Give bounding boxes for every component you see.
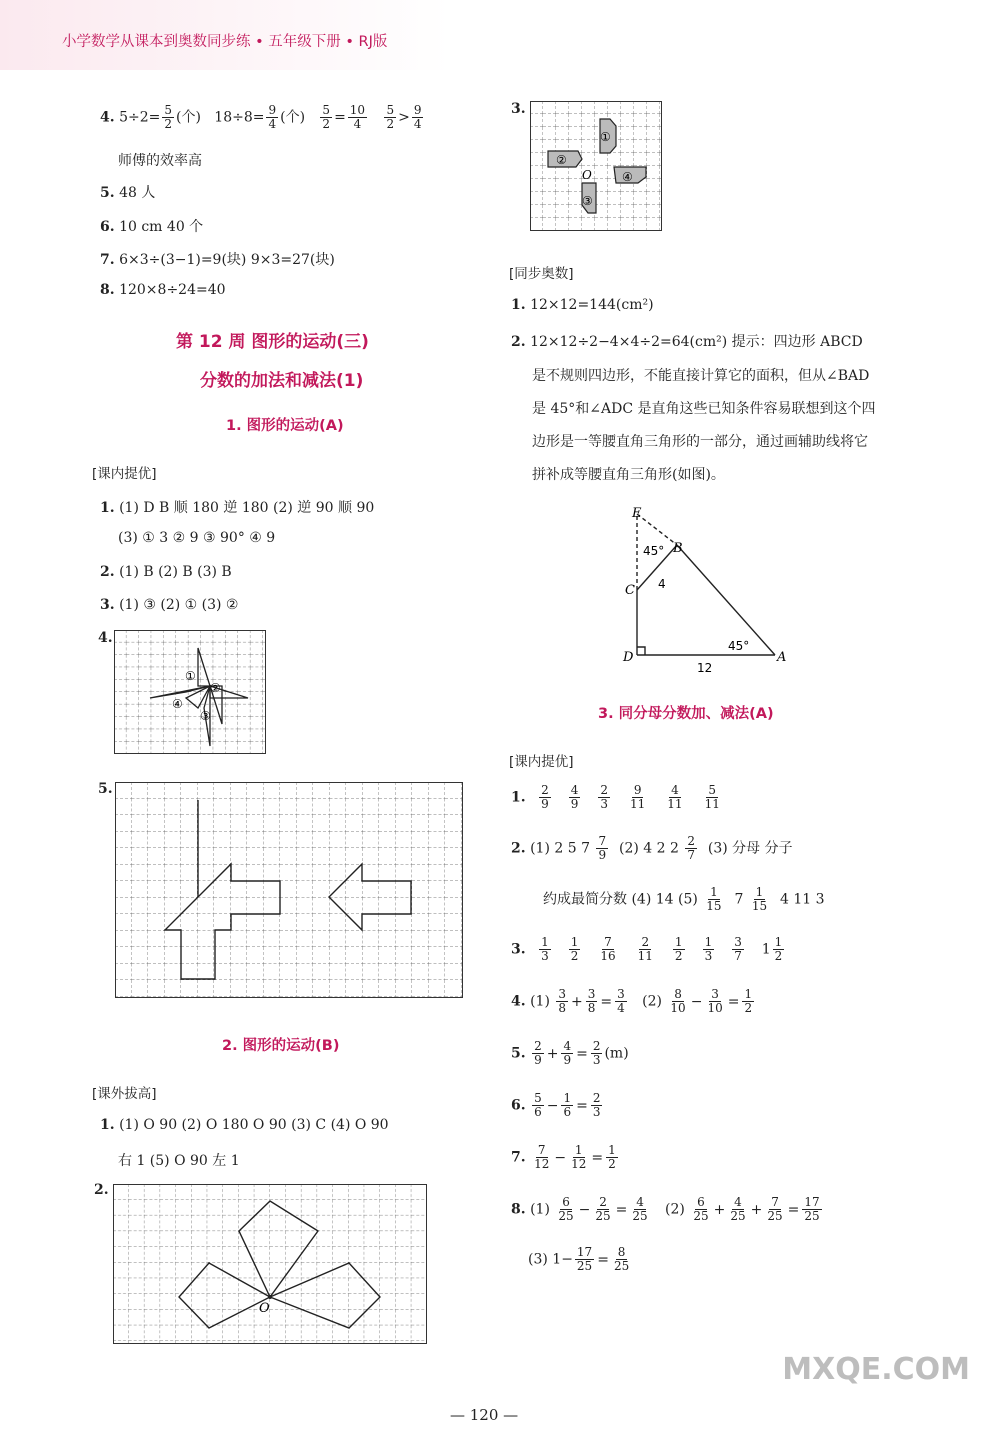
b2-number: 2. xyxy=(511,840,526,857)
b3-fractions xyxy=(530,935,753,963)
operator: = xyxy=(600,993,613,1010)
svg-text:④: ④ xyxy=(622,170,633,184)
svg-text:②: ② xyxy=(210,681,221,695)
fraction: $\frac{6}{25}$ xyxy=(558,1195,574,1223)
svg-text:45°: 45° xyxy=(643,544,665,558)
b2-l2c: 4 11 3 xyxy=(780,891,825,908)
pinwheel-figure xyxy=(114,630,266,754)
b8-eq1 xyxy=(554,1195,651,1223)
b4-line xyxy=(511,988,756,1015)
q6-line xyxy=(100,216,203,236)
fraction: $\frac{3}{7}$ xyxy=(734,935,742,963)
b5-eq xyxy=(530,1039,604,1067)
b4-part1: (1) xyxy=(530,993,550,1010)
r-q3-number: 3. xyxy=(511,101,526,117)
section-1-title: 1. 图形的运动(A) xyxy=(226,418,344,434)
fraction: $\frac{2}{11}$ xyxy=(637,935,653,963)
fraction: $\frac{9}{4}$ xyxy=(268,103,277,131)
b2-l2a: 约成最简分数 (4) 14 (5) xyxy=(543,891,698,908)
fraction: $\frac{7}{16}$ xyxy=(600,935,616,963)
triangle-figure xyxy=(615,500,805,684)
s1q2-text: (1) B (2) B (3) B xyxy=(119,564,232,580)
grid-figure-5 xyxy=(115,782,463,998)
b8-part3: (3) 1− xyxy=(528,1251,573,1268)
fraction: $\frac{1}{3}$ xyxy=(541,935,549,963)
b2-a: (1) 2 5 7 xyxy=(530,840,590,857)
s1q3-line xyxy=(100,597,238,613)
grid-figure-b2 xyxy=(113,1184,427,1344)
b8-line3 xyxy=(528,1246,633,1273)
tag-3: [同步奥数] xyxy=(509,266,574,282)
fraction: $\frac{1}{6}$ xyxy=(563,1091,572,1119)
svg-text:①: ① xyxy=(600,130,611,144)
operator: − xyxy=(690,993,703,1010)
q6-number: 6. xyxy=(100,219,115,235)
a2-line4: 边形是一等腰直角三角形的一部分，通过画辅助线将它 xyxy=(532,434,868,450)
b6-line xyxy=(511,1092,604,1119)
q6-text: 10 cm 40 个 xyxy=(119,219,204,235)
fraction: $\frac{1}{3}$ xyxy=(704,935,713,963)
page-number: — 120 — xyxy=(450,1406,519,1424)
svg-text:O: O xyxy=(259,1301,270,1316)
svg-text:O: O xyxy=(582,168,592,182)
tag-1: [课内提优] xyxy=(92,466,157,482)
mixed-whole: 1 xyxy=(761,941,771,958)
week-title: 第 12 周 图形的运动(三) xyxy=(176,332,369,352)
fraction: $\frac{1}{2}$ xyxy=(674,935,683,963)
tag-2: [课外拔高] xyxy=(92,1086,157,1102)
watermark: MXQE.COM xyxy=(782,1352,970,1387)
q8-number: 8. xyxy=(100,282,115,298)
svg-text:③: ③ xyxy=(582,194,593,208)
s1q1-line2: (3) ① 3 ② 9 ③ 90° ④ 9 xyxy=(118,530,276,546)
fraction: $\frac{9}{11}$ xyxy=(630,783,646,811)
b1-line xyxy=(511,784,731,811)
operator: = xyxy=(727,993,740,1010)
s1q3-text: (1) ③ (2) ① (3) ② xyxy=(119,597,239,613)
s1q5-number: 5. xyxy=(98,781,113,797)
a2-line3: 是 45°和∠ADC 是直角这些已知条件容易联想到这个四 xyxy=(532,401,876,417)
fraction: $\frac{1}{2}$ xyxy=(774,935,783,963)
b8-eq2 xyxy=(689,1195,823,1223)
q4-line xyxy=(100,104,425,131)
operator: − xyxy=(546,1097,559,1114)
op: = xyxy=(334,109,346,126)
svg-text:4: 4 xyxy=(658,577,666,591)
grid-figure-4 xyxy=(114,630,266,754)
fraction: $\frac{17}{25}$ xyxy=(804,1195,820,1223)
b4-eq1 xyxy=(554,987,628,1015)
b3-number: 3. xyxy=(511,941,526,958)
a2-text1: 12×12÷2−4×4÷2=64(cm²) 提示：四边形 ABCD xyxy=(530,334,863,350)
q7-text: 6×3÷(3−1)=9(块) 9×3=27(块) xyxy=(119,252,335,268)
svg-text:①: ① xyxy=(185,669,196,683)
q4-a: 5÷2= xyxy=(119,109,161,126)
q8-line xyxy=(100,282,226,298)
fraction: $\frac{3}{8}$ xyxy=(587,987,596,1015)
fraction: $\frac{4}{9}$ xyxy=(570,783,579,811)
fraction: $\frac{2}{3}$ xyxy=(592,1039,601,1067)
operator: + xyxy=(750,1201,763,1218)
s1q2-line xyxy=(100,564,232,580)
fraction: $\frac{5}{2}$ xyxy=(386,103,395,131)
fraction: $\frac{1}{12}$ xyxy=(571,1143,587,1171)
s1q2-number: 2. xyxy=(100,564,115,580)
operator: = xyxy=(615,1201,628,1218)
fraction: $\frac{1}{2}$ xyxy=(570,935,579,963)
q7-number: 7. xyxy=(100,252,115,268)
s1q1-text1: (1) D B 顺 180 逆 180 (2) 逆 90 顺 90 xyxy=(119,500,375,516)
b1-fractions xyxy=(530,783,731,811)
fraction: $\frac{5}{2}$ xyxy=(164,103,172,131)
fraction: $\frac{2}{9}$ xyxy=(534,1039,542,1067)
fraction: $\frac{2}{25}$ xyxy=(595,1195,611,1223)
b2-line2 xyxy=(543,886,825,913)
svg-text:②: ② xyxy=(556,153,567,167)
b4-part2: (2) xyxy=(642,993,662,1010)
svg-text:B: B xyxy=(673,541,683,556)
b6-number: 6. xyxy=(511,1097,526,1114)
rotation-figure xyxy=(530,101,662,231)
b4-eq2 xyxy=(666,987,756,1015)
fraction: $\frac{10}{4}$ xyxy=(349,103,366,131)
b2-l2b: 7 xyxy=(734,891,744,908)
fraction: $\frac{8}{10}$ xyxy=(670,987,686,1015)
s2q1-line1 xyxy=(100,1117,389,1133)
fraction: $\frac{9}{4}$ xyxy=(413,103,422,131)
q5-line xyxy=(100,182,155,202)
svg-text:C: C xyxy=(625,583,635,598)
operator: + xyxy=(571,993,583,1010)
grid-figure-r3 xyxy=(530,101,662,231)
fraction: $\frac{1}{2}$ xyxy=(608,1143,616,1171)
a1-number: 1. xyxy=(511,297,526,313)
fraction: $\frac{1}{15}$ xyxy=(706,885,722,913)
kite-figure xyxy=(113,1184,427,1344)
fraction: $\frac{6}{25}$ xyxy=(693,1195,709,1223)
b8-line xyxy=(511,1196,824,1223)
b2-b: (2) 4 2 2 xyxy=(618,840,679,857)
fraction: $\frac{2}{3}$ xyxy=(600,783,608,811)
b3-line xyxy=(511,936,786,963)
fraction: $\frac{7}{12}$ xyxy=(534,1143,550,1171)
operator: + xyxy=(546,1045,559,1062)
header-title: 小学数学从课本到奥数同步练 • 五年级下册 • RJ版 xyxy=(62,34,388,50)
operator: = xyxy=(787,1201,800,1218)
svg-text:④: ④ xyxy=(172,697,183,711)
fraction: $\frac{4}{25}$ xyxy=(730,1195,746,1223)
q5-text: 48 人 xyxy=(119,185,156,201)
b8-number: 8. xyxy=(511,1201,526,1218)
operator: = xyxy=(576,1045,588,1062)
svg-text:D: D xyxy=(623,650,634,665)
fraction: $\frac{7}{25}$ xyxy=(767,1195,783,1223)
fraction: $\frac{1}{15}$ xyxy=(751,885,768,913)
operator: = xyxy=(591,1149,604,1166)
fraction: $\frac{7}{9}$ xyxy=(598,834,607,862)
fraction: $\frac{4}{11}$ xyxy=(667,783,683,811)
operator: = xyxy=(597,1251,609,1268)
b2-c: (3) 分母 分子 xyxy=(707,840,793,857)
b5-number: 5. xyxy=(511,1045,526,1062)
fraction: $\frac{2}{7}$ xyxy=(687,834,695,862)
fraction: $\frac{4}{25}$ xyxy=(632,1195,648,1223)
unit: (个) xyxy=(176,109,201,126)
b8-part2: (2) xyxy=(665,1201,685,1218)
b7-eq xyxy=(530,1143,620,1171)
a2-line2: 是不规则四边形，不能直接计算它的面积，但从∠BAD xyxy=(532,368,870,384)
a2-number: 2. xyxy=(511,334,526,350)
s2q2-number: 2. xyxy=(94,1182,109,1198)
section-2-title: 2. 图形的运动(B) xyxy=(222,1038,340,1054)
svg-text:A: A xyxy=(777,650,787,665)
fraction: $\frac{4}{9}$ xyxy=(563,1039,572,1067)
s1q1-line1 xyxy=(100,497,374,517)
s2q1-number: 1. xyxy=(100,1117,115,1133)
fraction: $\frac{3}{4}$ xyxy=(617,987,625,1015)
b5-line xyxy=(511,1040,629,1067)
q7-line xyxy=(100,249,335,269)
fraction: $\frac{17}{25}$ xyxy=(576,1245,593,1273)
fraction: $\frac{3}{10}$ xyxy=(707,987,723,1015)
q4-b: 18÷8= xyxy=(214,109,265,126)
operator: + xyxy=(713,1201,726,1218)
q4-line2: 师傅的效率高 xyxy=(118,153,202,169)
q5-number: 5. xyxy=(100,185,115,201)
a2-line1 xyxy=(511,331,863,351)
svg-text:E: E xyxy=(632,506,642,521)
svg-text:45°: 45° xyxy=(728,639,750,653)
week-subtitle: 分数的加法和减法(1) xyxy=(200,371,364,391)
b2-line1 xyxy=(511,835,793,862)
q8-text: 120×8÷24=40 xyxy=(119,282,226,298)
fraction: $\frac{2}{3}$ xyxy=(592,1091,601,1119)
fraction: $\frac{3}{8}$ xyxy=(558,987,567,1015)
s2q1-text1: (1) O 90 (2) O 180 O 90 (3) C (4) O 90 xyxy=(119,1117,389,1133)
fraction: $\frac{5}{6}$ xyxy=(534,1091,542,1119)
b7-line xyxy=(511,1144,620,1171)
a2-line5: 拼补成等腰直角三角形(如图)。 xyxy=(532,467,725,483)
s1q3-number: 3. xyxy=(100,597,115,613)
fraction: $\frac{5}{2}$ xyxy=(322,103,331,131)
s2q1-line2: 右 1 (5) O 90 左 1 xyxy=(118,1153,240,1169)
operator: − xyxy=(554,1149,567,1166)
svg-text:③: ③ xyxy=(200,709,211,723)
fraction: $\frac{8}{25}$ xyxy=(613,1245,630,1273)
fraction: $\frac{2}{9}$ xyxy=(541,783,549,811)
b8-part1: (1) xyxy=(530,1201,550,1218)
s1q1-number: 1. xyxy=(100,500,115,516)
svg-text:12: 12 xyxy=(697,661,713,675)
b1-number: 1. xyxy=(511,789,526,806)
s1q4-number: 4. xyxy=(98,630,113,646)
operator: = xyxy=(576,1097,588,1114)
q4-number: 4. xyxy=(100,109,115,126)
arrow-figure xyxy=(115,782,463,998)
b7-number: 7. xyxy=(511,1149,526,1166)
b4-number: 4. xyxy=(511,993,526,1010)
unit: (个) xyxy=(280,109,306,126)
a1-line xyxy=(511,297,654,313)
b6-eq xyxy=(530,1091,604,1119)
fraction: $\frac{1}{2}$ xyxy=(744,987,753,1015)
fraction: $\frac{5}{11}$ xyxy=(704,783,720,811)
op: > xyxy=(398,109,410,126)
b5-unit: (m) xyxy=(604,1045,629,1062)
tag-4: [课内提优] xyxy=(509,754,574,770)
a1-text: 12×12=144(cm²) xyxy=(530,297,654,313)
section-3-title: 3. 同分母分数加、减法(A) xyxy=(598,706,774,722)
b8-eq3 xyxy=(573,1245,633,1273)
operator: − xyxy=(578,1201,591,1218)
